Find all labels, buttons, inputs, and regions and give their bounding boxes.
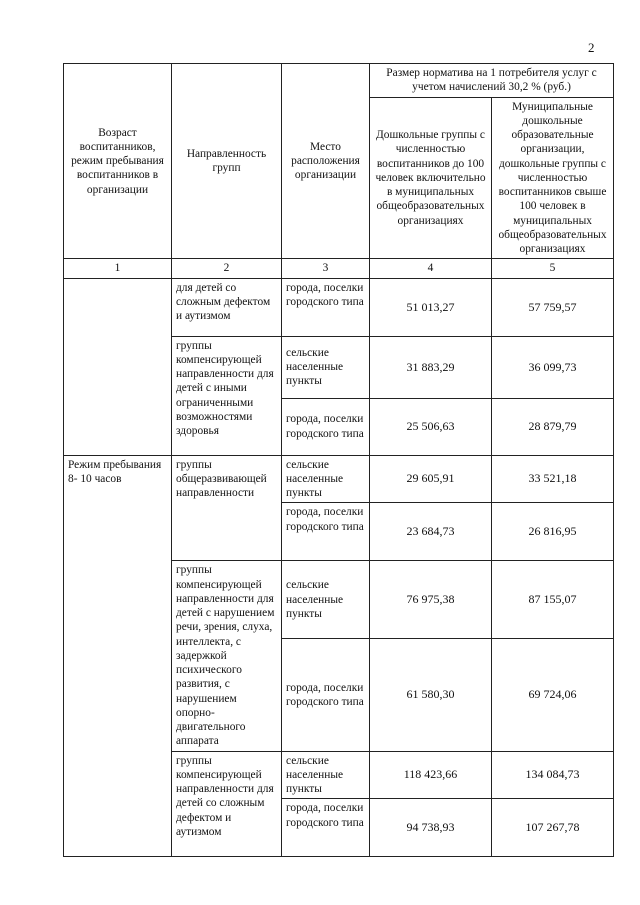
value-col4: 25 506,63 <box>370 398 492 455</box>
value-col5: 107 267,78 <box>492 799 614 857</box>
location-cell: города, поселки городского типа <box>282 799 370 857</box>
col-number-2: 2 <box>172 259 282 278</box>
location-cell: города, поселки городского типа <box>282 398 370 455</box>
value-col5: 87 155,07 <box>492 561 614 639</box>
col-number-3: 3 <box>282 259 370 278</box>
mode-cell: Режим пребывания 8- 10 часов <box>64 455 172 857</box>
mode-cell-empty <box>64 278 172 455</box>
direction-cell: группы компенсирующей направленности для детей со сложным дефектом и аутизмом <box>172 751 282 857</box>
location-cell: сельские населенные пункты <box>282 751 370 799</box>
header-location: Место расположения организации <box>282 64 370 259</box>
value-col4: 29 605,91 <box>370 455 492 503</box>
value-col5: 33 521,18 <box>492 455 614 503</box>
header-age-mode: Возраст воспитанников, режим пребывания воспитанников в организации <box>64 64 172 259</box>
header-norm-size: Размер норматива на 1 потребителя услуг с учетом начислений 30,2 % (руб.) <box>370 64 614 98</box>
value-col4: 51 013,27 <box>370 278 492 336</box>
table-row <box>64 455 614 503</box>
value-col5: 28 879,79 <box>492 398 614 455</box>
value-col4: 118 423,66 <box>370 751 492 799</box>
location-cell: сельские населенные пункты <box>282 336 370 398</box>
col-number-1: 1 <box>64 259 172 278</box>
value-col5: 36 099,73 <box>492 336 614 398</box>
value-col5: 57 759,57 <box>492 278 614 336</box>
header-large-organizations: Муниципальные дошкольные образовательные организации, дошкольные группы с численностью воспитанников свыше 100 человек в муниципальных общеобразовательных организациях <box>492 97 614 259</box>
col-number-4: 4 <box>370 259 492 278</box>
location-cell: города, поселки городского типа <box>282 639 370 751</box>
value-col5: 69 724,06 <box>492 639 614 751</box>
value-col5: 134 084,73 <box>492 751 614 799</box>
value-col4: 31 883,29 <box>370 336 492 398</box>
location-cell: города, поселки городского типа <box>282 278 370 336</box>
location-cell: сельские населенные пункты <box>282 455 370 503</box>
header-small-groups: Дошкольные группы с численностью воспитанников до 100 человек включительно в муниципальных общеобразовательных организациях <box>370 97 492 259</box>
value-col4: 23 684,73 <box>370 503 492 561</box>
col-number-5: 5 <box>492 259 614 278</box>
direction-cell: для детей со сложным дефектом и аутизмом <box>172 278 282 336</box>
location-cell: сельские населенные пункты <box>282 561 370 639</box>
location-cell: города, поселки городского типа <box>282 503 370 561</box>
value-col4: 76 975,38 <box>370 561 492 639</box>
value-col5: 26 816,95 <box>492 503 614 561</box>
direction-cell: группы компенсирующей направленности для детей с иными ограниченными возможностями здоровья <box>172 336 282 455</box>
value-col4: 94 738,93 <box>370 799 492 857</box>
header-direction: Направленность групп <box>172 64 282 259</box>
value-col4: 61 580,30 <box>370 639 492 751</box>
page-number: 2 <box>588 40 595 55</box>
direction-cell: группы общеразвивающей направленности <box>172 455 282 561</box>
direction-cell: группы компенсирующей направленности для детей с нарушением речи, зрения, слуха, интеллекта, с задержкой психического развития, с нарушением опорно-двигательного аппарата <box>172 561 282 751</box>
norms-table <box>63 63 614 857</box>
table-row <box>64 278 614 336</box>
